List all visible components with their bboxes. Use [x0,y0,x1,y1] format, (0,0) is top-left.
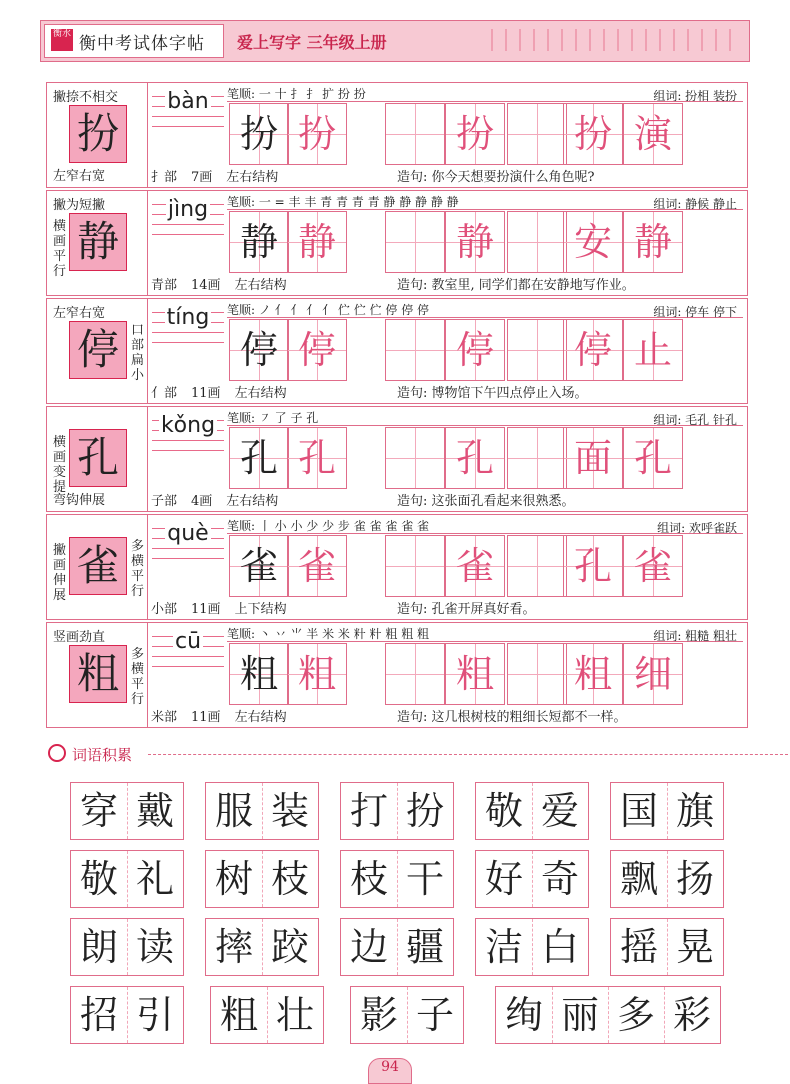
practice-cell[interactable] [287,319,347,381]
example-sentence: 造句: 这张面孔看起来很熟悉。 [397,494,575,509]
word-box [610,782,724,840]
word-char: 洁 [476,919,533,975]
practice-cell[interactable] [445,427,505,489]
word-char: 晃 [675,925,714,969]
pinyin-text: cū [174,629,202,654]
word-char: 跤 [270,925,309,969]
practice-char [508,428,566,488]
practice-cell[interactable] [623,103,683,165]
practice-grid [227,319,747,381]
char-guide [47,407,148,511]
practice-cell[interactable] [623,211,683,273]
stroke-order-text: 笔顺: ノ 亻 亻 亻 亻 伫 伫 伫 停 停 停 [227,303,430,317]
word-char: 招 [71,987,128,1043]
char-row [46,622,748,728]
practice-char: 孔 [297,436,336,480]
pinyin [152,303,224,343]
word-box [340,918,454,976]
stroke-count: 14画 [191,278,221,293]
tip-vertical-right: 多横平行 [131,647,145,707]
char-row [46,406,748,512]
stroke-count: 4画 [191,494,213,509]
practice-cell[interactable] [287,427,347,489]
practice-char: 静 [239,220,278,264]
practice-char: 扮 [573,112,612,156]
section-divider [148,754,788,755]
practice-char: 面 [573,436,612,480]
practice-char: 静 [297,220,336,264]
practice-cell[interactable] [385,211,445,273]
word-char: 扮 [405,789,444,833]
word-examples: 组词: 毛孔 针孔 [653,413,737,427]
section-title-text: 词语积累 [72,746,133,764]
tip-bottom: 左窄右宽 [53,169,106,184]
practice-cell[interactable] [563,103,623,165]
word-char: 扬 [675,857,714,901]
word-char: 穿 [71,783,128,839]
word-char: 国 [611,783,668,839]
practice-cell[interactable] [507,643,567,705]
word-box [210,986,324,1044]
model-char: 静 [76,217,119,266]
practice-char: 雀 [297,544,336,588]
practice-cell[interactable] [623,535,683,597]
word-char: 奇 [540,857,579,901]
practice-char: 雀 [633,544,672,588]
model-char: 粗 [76,649,119,698]
pinyin [152,627,224,667]
word-box [205,782,319,840]
practice-char: 扮 [455,112,494,156]
tip-vertical-left: 横画变提 [53,435,67,495]
practice-char: 孔 [455,436,494,480]
word-char: 树 [206,851,263,907]
practice-char: 安 [573,220,612,264]
word-box [70,918,184,976]
word-box [475,850,589,908]
word-box [475,918,589,976]
example-sentence: 造句: 教室里, 同学们都在安静地写作业。 [397,278,635,293]
practice-char: 停 [455,328,494,372]
word-char: 朗 [71,919,128,975]
practice-cell[interactable] [623,643,683,705]
stroke-order [227,625,743,642]
word-char: 打 [341,783,398,839]
stroke-count: 11画 [191,710,221,725]
model-char: 雀 [76,541,119,590]
tip-vertical-right: 口部扁小 [131,323,145,383]
practice-cell[interactable] [445,643,505,705]
practice-grid [227,103,747,165]
stroke-order-text: 笔顺: 丶 丷 ⺌ 半 米 米 籵 籵 粗 粗 粗 [227,627,430,641]
page-header [40,20,750,62]
radical: 青部 [151,278,178,293]
stroke-order [227,409,743,426]
practice-cell[interactable] [445,319,505,381]
practice-cell[interactable] [507,103,567,165]
practice-char: 停 [239,328,278,372]
practice-cell[interactable] [229,211,289,273]
practice-char: 雀 [239,544,278,588]
practice-char: 孔 [633,436,672,480]
char-row [46,298,748,404]
word-char: 敬 [476,783,533,839]
book-title: 爱上写字 三年级上册 [237,33,387,52]
word-examples: 组词: 扮相 装扮 [653,89,737,103]
word-box [350,986,464,1044]
practice-char [508,104,566,164]
word-char: 干 [405,857,444,901]
word-examples: 组词: 静候 静止 [653,197,737,211]
practice-char: 演 [633,112,672,156]
stroke-count: 11画 [191,386,221,401]
practice-cell[interactable] [563,427,623,489]
practice-char: 扮 [239,112,278,156]
model-char-box [69,105,127,163]
char-info [151,166,741,185]
word-box [70,986,184,1044]
word-char: 子 [415,993,454,1037]
practice-char: 雀 [455,544,494,588]
word-char: 枝 [341,851,398,907]
structure: 上下结构 [234,602,287,617]
stroke-count: 7画 [191,170,213,185]
model-char-box [69,321,127,379]
word-box [340,850,454,908]
word-box [495,986,721,1044]
practice-cell[interactable] [623,319,683,381]
practice-char: 停 [573,328,612,372]
radical: 米部 [151,710,178,725]
example-sentence: 造句: 这几根树枝的粗细长短都不一样。 [397,710,627,725]
word-box [205,850,319,908]
pinyin [152,195,224,235]
practice-grid [227,427,747,489]
word-char: 丽 [552,987,609,1043]
stroke-order [227,85,743,102]
stroke-order-text: 笔顺: ㇇ 了 子 孔 [227,411,319,425]
model-char-box [69,213,127,271]
char-row [46,514,748,620]
practice-cell[interactable] [507,427,567,489]
structure: 左右结构 [226,494,279,509]
word-char: 多 [608,987,665,1043]
word-char: 摔 [206,919,263,975]
structure: 左右结构 [234,278,287,293]
practice-cell[interactable] [507,211,567,273]
practice-cell[interactable] [563,643,623,705]
example-sentence: 造句: 你今天想要扮演什么角色呢? [397,170,595,185]
brand-box [44,24,224,58]
word-char: 引 [135,993,174,1037]
word-box [475,782,589,840]
word-char: 服 [206,783,263,839]
practice-char [508,320,566,380]
word-char: 飘 [611,851,668,907]
stroke-order [227,193,743,210]
practice-grid [227,211,747,273]
stroke-order [227,301,743,318]
practice-cell[interactable] [385,643,445,705]
practice-char [508,644,566,704]
word-char: 礼 [135,857,174,901]
pinyin [152,519,224,559]
word-char: 装 [270,789,309,833]
practice-cell[interactable] [287,211,347,273]
practice-cell[interactable] [385,319,445,381]
practice-cell[interactable] [229,643,289,705]
practice-grid [227,643,747,705]
word-char: 读 [135,925,174,969]
radical: 亻部 [151,386,178,401]
pinyin-text: tíng [166,305,210,330]
model-char: 扮 [76,109,119,158]
practice-char: 静 [455,220,494,264]
word-box [70,850,184,908]
practice-cell[interactable] [507,319,567,381]
practice-char [386,428,444,488]
structure: 左右结构 [226,170,279,185]
char-guide [47,515,148,619]
practice-cell[interactable] [507,535,567,597]
pinyin [152,411,224,451]
practice-char: 孔 [239,436,278,480]
lightbulb-icon [48,744,66,762]
practice-char [386,320,444,380]
char-guide [47,299,148,403]
practice-cell[interactable] [385,535,445,597]
practice-cell[interactable] [563,211,623,273]
practice-char [386,644,444,704]
word-box [610,850,724,908]
practice-char [508,212,566,272]
tip-vertical-left: 横画平行 [53,219,67,279]
pinyin [152,87,224,127]
model-char: 停 [76,325,119,374]
stroke-order-text: 笔顺: 丨 小 小 少 少 步 雀 雀 雀 雀 雀 [227,519,430,533]
stroke-order-text: 笔顺: 一 = 丰 丰 青 青 青 青 静 静 静 静 静 [227,195,459,209]
practice-cell[interactable] [229,535,289,597]
word-char: 白 [540,925,579,969]
stroke-order [227,517,743,534]
practice-char: 止 [633,328,672,372]
practice-cell[interactable] [287,535,347,597]
char-guide [47,191,148,295]
pinyin-text: kǒng [160,413,216,438]
practice-char: 粗 [239,652,278,696]
practice-char [386,104,444,164]
brand-seal: 衡水 [51,29,73,51]
char-row [46,190,748,296]
word-box [70,782,184,840]
radical: 子部 [151,494,178,509]
radical: 扌部 [151,170,178,185]
word-char: 爱 [540,789,579,833]
tip-top: 左窄右宽 [53,306,106,321]
practice-char: 细 [633,652,672,696]
char-info [151,274,741,293]
word-char: 边 [341,919,398,975]
word-box [340,782,454,840]
practice-cell[interactable] [229,427,289,489]
word-char: 绚 [496,987,553,1043]
practice-cell[interactable] [445,535,505,597]
model-char: 孔 [76,433,119,482]
practice-char [508,536,566,596]
word-char: 疆 [405,925,444,969]
practice-cell[interactable] [385,427,445,489]
practice-char: 粗 [455,652,494,696]
practice-grid [227,535,747,597]
stroke-count: 11画 [191,602,221,617]
word-char: 枝 [270,857,309,901]
practice-cell[interactable] [563,535,623,597]
practice-cell[interactable] [229,319,289,381]
structure: 左右结构 [234,710,287,725]
practice-cell[interactable] [287,643,347,705]
word-char: 粗 [211,987,268,1043]
model-char-box [69,645,127,703]
practice-char: 停 [297,328,336,372]
model-char-box [69,537,127,595]
pinyin-text: què [167,521,209,546]
char-info [151,490,741,509]
word-char: 旗 [675,789,714,833]
char-info [151,598,741,617]
practice-char: 扮 [297,112,336,156]
tip-top: 竖画劲直 [53,630,106,645]
radical: 小部 [151,602,178,617]
practice-cell[interactable] [287,103,347,165]
stroke-order-text: 笔顺: 一 十 扌 扌 扩 扮 扮 [227,87,366,101]
practice-char: 静 [633,220,672,264]
char-guide [47,83,148,187]
practice-cell[interactable] [445,211,505,273]
structure: 左右结构 [234,386,287,401]
practice-cell[interactable] [445,103,505,165]
practice-cell[interactable] [623,427,683,489]
tip-vertical-left: 撇画伸展 [53,543,67,603]
word-char: 壮 [275,993,314,1037]
word-char: 敬 [71,851,128,907]
word-box [610,918,724,976]
model-char-box [69,429,127,487]
practice-char: 孔 [573,544,612,588]
practice-char: 粗 [573,652,612,696]
pinyin-text: jìng [167,197,209,222]
word-examples: 组词: 欢呼雀跃 [657,521,737,535]
example-sentence: 造句: 博物馆下午四点停止入场。 [397,386,588,401]
practice-char [386,212,444,272]
page-number: 94 [368,1058,412,1084]
pinyin-text: bàn [167,89,209,114]
word-char: 摇 [611,919,668,975]
practice-cell[interactable] [229,103,289,165]
word-char: 戴 [135,789,174,833]
word-char: 影 [351,987,408,1043]
char-info [151,382,741,401]
practice-char: 粗 [297,652,336,696]
tip-bottom: 弯钩伸展 [53,493,106,508]
tip-top: 撇为短撇 [53,198,106,213]
char-guide [47,623,148,727]
brand-name: 衡中考试体字帖 [79,34,205,54]
practice-cell[interactable] [563,319,623,381]
section-title [48,744,132,765]
word-char: 彩 [672,993,711,1037]
word-char: 好 [476,851,533,907]
char-row [46,82,748,188]
word-examples: 组词: 粗糙 粗壮 [653,629,737,643]
word-box [205,918,319,976]
word-examples: 组词: 停车 停下 [653,305,737,319]
tip-vertical-right: 多横平行 [131,539,145,599]
char-info [151,706,741,725]
practice-cell[interactable] [385,103,445,165]
tip-top: 撇捺不相交 [53,90,119,105]
example-sentence: 造句: 孔雀开屏真好看。 [397,602,536,617]
practice-char [386,536,444,596]
header-decoration [491,29,741,51]
